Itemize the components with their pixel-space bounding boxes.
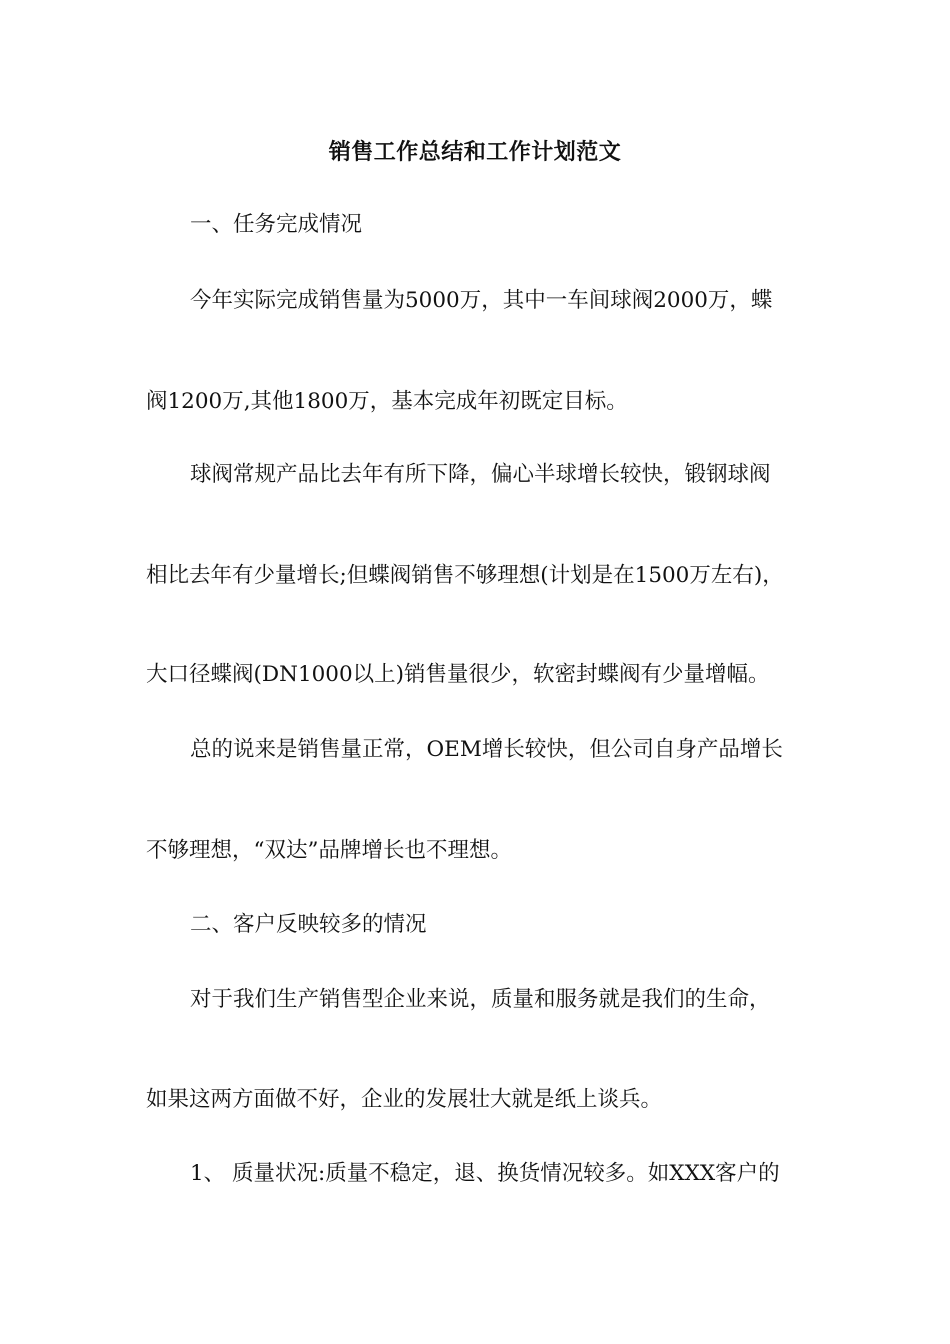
paragraph-line: 球阀常规产品比去年有所下降，偏心半球增长较快，锻钢球阀	[190, 462, 771, 487]
paragraph-line: 相比去年有少量增长;但蝶阀销售不够理想(计划是在1500万左右)，	[146, 563, 784, 588]
paragraph-line: 大口径蝶阀(DN1000以上)销售量很少，软密封蝶阀有少量增幅。	[146, 662, 770, 687]
document-title: 销售工作总结和工作计划范文	[328, 139, 622, 165]
paragraph-line: 如果这两方面做不好，企业的发展壮大就是纸上谈兵。	[146, 1087, 663, 1112]
section-heading-task-completion: 一、任务完成情况	[190, 212, 363, 237]
section-heading-customer-feedback: 二、客户反映较多的情况	[190, 912, 427, 937]
paragraph-line: 不够理想，“双达”品牌增长也不理想。	[146, 838, 512, 863]
paragraph-line: 总的说来是销售量正常，OEM增长较快，但公司自身产品增长	[190, 737, 783, 762]
paragraph-line: 今年实际完成销售量为5000万，其中一车间球阀2000万，蝶	[190, 288, 773, 313]
paragraph-line: 1、 质量状况:质量不稳定，退、换货情况较多。如XXX客户的	[190, 1161, 780, 1186]
paragraph-line: 对于我们生产销售型企业来说，质量和服务就是我们的生命，	[190, 987, 771, 1012]
paragraph-line: 阀1200万,其他1800万，基本完成年初既定目标。	[146, 389, 628, 414]
